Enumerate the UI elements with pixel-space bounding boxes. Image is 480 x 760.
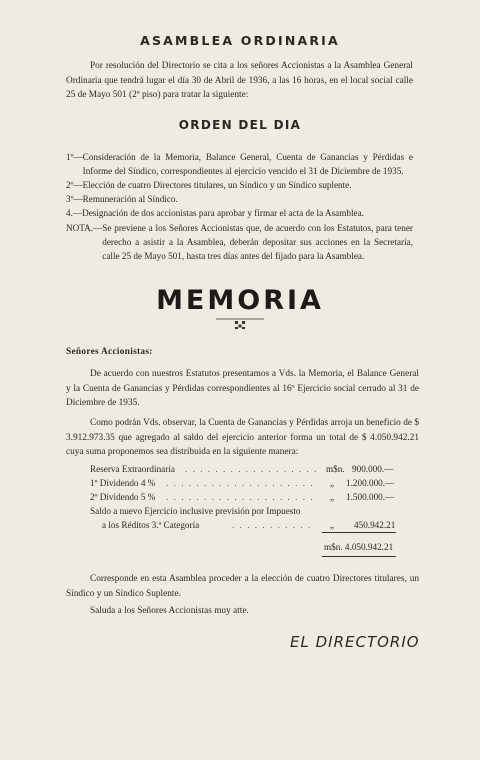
orden-item-4 xyxy=(66,206,413,220)
sum-rule-bottom xyxy=(322,556,396,557)
sum-rule-top xyxy=(322,532,396,533)
orden-item-3 xyxy=(66,192,413,206)
row-currency: „ xyxy=(330,478,335,488)
orden-item-text: Designación de dos accionistas para aprobar y firmar el acta de la Asamblea. xyxy=(82,208,364,218)
memoria-paragraph-3: Corresponde en esta Asamblea proceder a la elección de cuatro Directores titulares, un Síndico y un Síndico Suplente. xyxy=(66,574,419,599)
memoria-paragraph-1: De acuerdo con nuestros Estatutos presentamos a Vds. la Memoria, el Balance General y la Cuenta de Ganancias y Pérdidas correspondientes al 16º Ejercicio social cerrado al 31 de Diciembre de 1935. xyxy=(66,369,419,408)
row-label: 2º Dividendo 5 % xyxy=(90,492,156,502)
orden-item-text: Elección de cuatro Directores titulares, un Síndico y un Síndico suplente. xyxy=(82,180,352,190)
nota-label: NOTA.— xyxy=(66,223,103,233)
row-label: 1º Dividendo 4 % xyxy=(90,478,156,488)
leader-dots: . . . . . . . . . . . xyxy=(232,520,312,530)
leader-dots: . . . . . . . . . . . . . . . . . . . . xyxy=(166,478,315,488)
leader-dots: . . . . . . . . . . . . . . . . . . . . xyxy=(166,492,315,502)
distribution-total: m$n. 4.050.942.21 xyxy=(324,542,394,552)
orden-item-text: Consideración de la Memoria, Balance General, Cuenta de Ganancias y Pérdidas e Informe del Síndico, correspondientes al ejercicio vencido el 31 de Diciembre de 1935. xyxy=(82,152,413,176)
row-currency: „ xyxy=(330,520,335,530)
row-currency: „ xyxy=(330,492,335,502)
row-amount: 1.500.000.— xyxy=(346,492,395,502)
orden-item-number: 3º— xyxy=(66,194,83,204)
row-label: a los Réditos 3.ª Categoría xyxy=(102,520,200,530)
orden-item-number: 4.— xyxy=(66,208,83,218)
orden-item-text: Remuneración al Síndico. xyxy=(82,194,178,204)
nota-block xyxy=(66,221,413,263)
table-row xyxy=(90,518,400,532)
table-row xyxy=(90,490,400,504)
memoria-title: MEMORIA xyxy=(156,285,324,316)
row-amount: 1.200.000.— xyxy=(346,478,395,488)
nota-text: Se previene a los Señores Accionistas que, de acuerdo con los Estatutos, para tener derecho a asistir a la Asamblea, deberán depositar sus acciones en la Secretaría, calle 25 de Mayo 501, hasta tres días antes del fijado para la Asamblea. xyxy=(102,223,413,261)
distribution-table xyxy=(90,462,400,532)
ornament-divider-icon xyxy=(216,316,264,330)
orden-title: ORDEN DEL DIA xyxy=(178,118,302,132)
table-row xyxy=(90,504,400,518)
assembly-title: ASAMBLEA ORDINARIA xyxy=(140,33,340,48)
orden-item-number: 2º— xyxy=(66,180,83,190)
table-row xyxy=(90,462,400,476)
row-label: Saldo a nuevo Ejercicio inclusive previsión por Impuesto xyxy=(90,506,301,516)
row-amount: 900.000.— xyxy=(352,464,394,474)
row-label: Reserva Extraordinaria xyxy=(90,464,175,474)
intro-paragraph: Por resolución del Directorio se cita a los señores Accionistas a la Asamblea General Ordinaria que tendrá lugar el día 30 de Abril de 1936, a las 16 horas, en el local social calle 25 de Mayo 501 (2º piso) para tratar la siguiente: xyxy=(66,61,413,100)
leader-dots: . . . . . . . . . . . . . . . . . . xyxy=(185,464,318,474)
orden-item-1 xyxy=(66,150,413,178)
signature: EL DIRECTORIO xyxy=(290,633,420,651)
row-currency: m$n. xyxy=(326,464,345,474)
orden-item-2 xyxy=(66,178,413,192)
table-row xyxy=(90,476,400,490)
row-amount: 450.942.21 xyxy=(354,520,396,530)
orden-item-number: 1º— xyxy=(66,152,83,162)
memoria-paragraph-2: Como podrán Vds. observar, la Cuenta de Ganancias y Pérdidas arroja un beneficio de $ 3.912.973.35 que agregado al saldo del ejercicio anterior forma un total de $ 4.050.942.21 cuya suma proponemos sea distribuida en la siguiente manera: xyxy=(66,418,419,457)
closing-line: Saluda a los Señores Accionistas muy atte. xyxy=(90,606,249,616)
salutation: Señores Accionistas: xyxy=(66,347,153,357)
